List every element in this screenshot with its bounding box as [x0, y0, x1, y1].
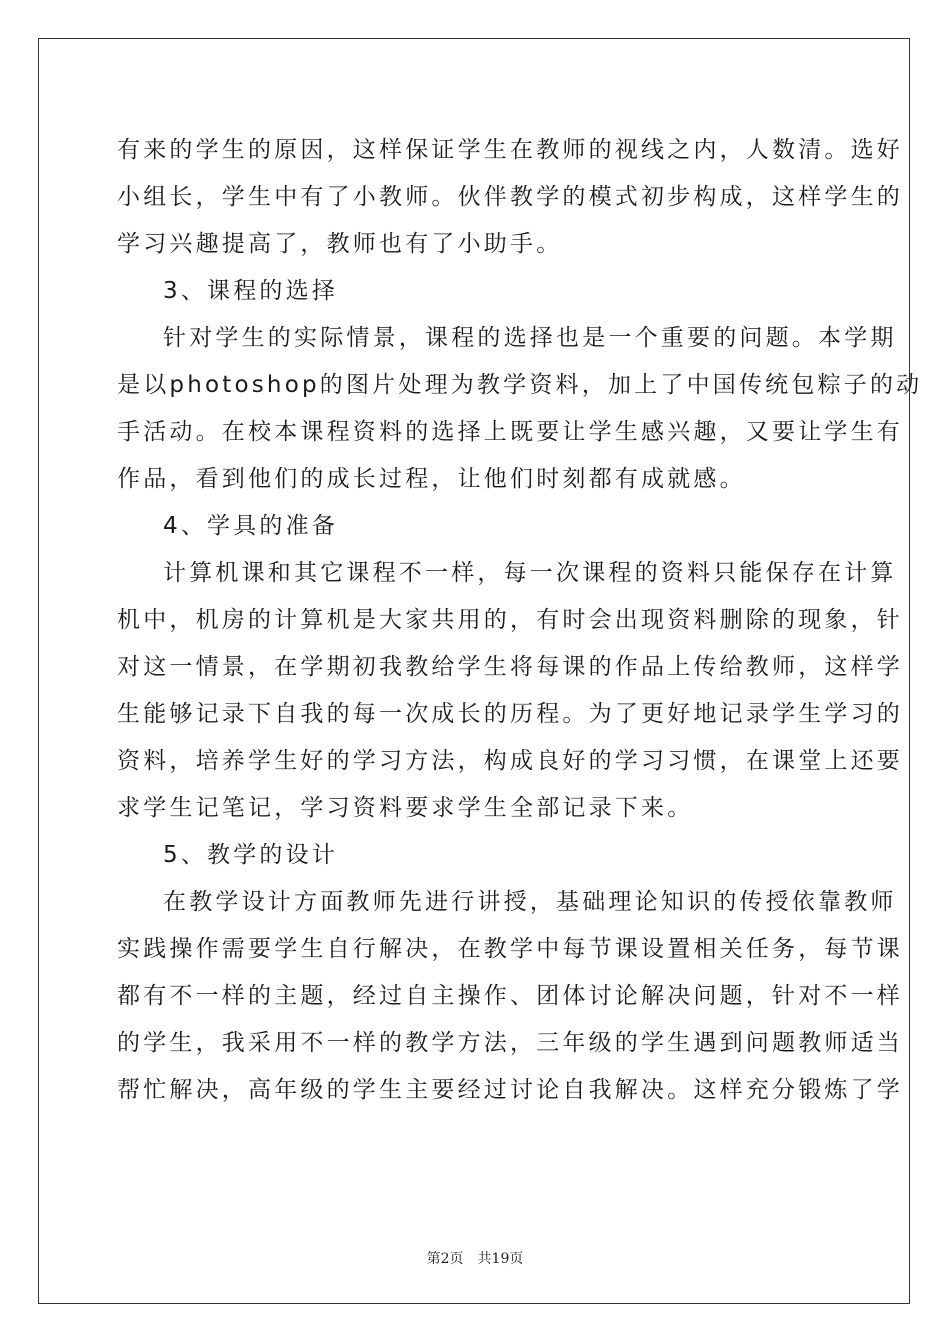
text-line: 实践操作需要学生自行解决，在教学中每节课设置相关任务，每节课 — [117, 936, 903, 962]
text-line: 手活动。在校本课程资料的选择上既要让学生感兴趣，又要让学生有 — [117, 419, 903, 445]
paragraph — [117, 879, 903, 1114]
section-heading — [117, 268, 833, 315]
document-body — [117, 127, 923, 1114]
paragraph — [117, 315, 923, 503]
paragraph — [117, 127, 903, 268]
heading-text: 5、教学的设计 — [163, 842, 339, 868]
text-line: 学习兴趣提高了，教师也有了小助手。 — [117, 231, 563, 257]
text-line: 作品，看到他们的成长过程，让他们时刻都有成就感。 — [117, 466, 746, 492]
text-line: 资料，培养学生好的学习方法，构成良好的学习习惯，在课堂上还要 — [117, 748, 903, 774]
text-line: 小组长，学生中有了小教师。伙伴教学的模式初步构成，这样学生的 — [117, 184, 903, 210]
paragraph — [117, 550, 903, 832]
heading-text: 3、课程的选择 — [163, 278, 339, 304]
heading-text: 4、学具的准备 — [163, 513, 339, 539]
page-total: 共19页 — [477, 1251, 524, 1267]
text-line: 有来的学生的原因，这样保证学生在教师的视线之内，人数清。选好 — [117, 137, 903, 163]
text-line: 的学生，我采用不一样的教学方法，三年级的学生遇到问题教师适当 — [117, 1030, 903, 1056]
text-line: 是以photoshop的图片处理为教学资料，加上了中国传统包粽子的动 — [117, 372, 923, 398]
text-line: 帮忙解决，高年级的学生主要经过讨论自我解决。这样充分锻炼了学 — [117, 1077, 903, 1103]
page-number: 第2页 — [426, 1251, 464, 1267]
text-line: 在教学设计方面教师先进行讲授，基础理论知识的传授依靠教师 — [163, 889, 897, 915]
page-footer — [0, 1248, 950, 1268]
text-line: 对这一情景，在学期初我教给学生将每课的作品上传给教师，这样学 — [117, 654, 903, 680]
section-heading — [117, 503, 833, 550]
text-line: 针对学生的实际情景，课程的选择也是一个重要的问题。本学期 — [163, 325, 897, 351]
section-heading — [117, 832, 833, 879]
text-line: 都有不一样的主题，经过自主操作、团体讨论解决问题，针对不一样 — [117, 983, 903, 1009]
text-line: 求学生记笔记，学习资料要求学生全部记录下来。 — [117, 795, 694, 821]
text-line: 生能够记录下自我的每一次成长的历程。为了更好地记录学生学习的 — [117, 701, 903, 727]
text-line: 计算机课和其它课程不一样，每一次课程的资料只能保存在计算 — [163, 560, 897, 586]
text-line: 机中，机房的计算机是大家共用的，有时会出现资料删除的现象，针 — [117, 607, 903, 633]
